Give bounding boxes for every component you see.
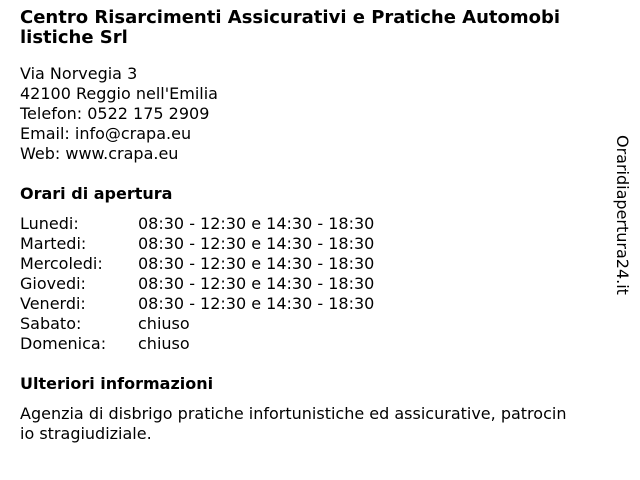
- business-name-line-1: Centro Risarcimenti Assicurativi e Pratiche Automobi: [20, 7, 561, 28]
- day-hours: chiuso: [138, 334, 190, 353]
- contact-block: [20, 64, 218, 164]
- street-address: Via Norvegia 3: [20, 64, 138, 83]
- more-info-line-1: Agenzia di disbrigo pratiche infortunistiche ed assicurative, patrocin: [20, 404, 567, 423]
- day-label: Lunedi:: [20, 214, 79, 233]
- site-watermark: Oraridiapertura24.it: [613, 135, 632, 295]
- day-label: Sabato:: [20, 314, 82, 333]
- day-hours: 08:30 - 12:30 e 14:30 - 18:30: [138, 294, 375, 313]
- day-hours: 08:30 - 12:30 e 14:30 - 18:30: [138, 234, 375, 253]
- phone-number[interactable]: Telefon: 0522 175 2909: [20, 104, 210, 123]
- day-label: Martedi:: [20, 234, 87, 253]
- business-name: [20, 8, 620, 48]
- city-address: 42100 Reggio nell'Emilia: [20, 84, 218, 103]
- website-link[interactable]: Web: www.crapa.eu: [20, 144, 179, 163]
- more-info-text: [20, 404, 620, 444]
- day-hours: 08:30 - 12:30 e 14:30 - 18:30: [138, 214, 375, 233]
- day-label: Giovedi:: [20, 274, 86, 293]
- day-hours: chiuso: [138, 314, 190, 333]
- more-info-line-2: io stragiudiziale.: [20, 424, 152, 443]
- business-name-line-2: listiche Srl: [20, 27, 128, 48]
- day-hours: 08:30 - 12:30 e 14:30 - 18:30: [138, 274, 375, 293]
- opening-hours-heading: Orari di apertura: [20, 184, 173, 203]
- email-address[interactable]: Email: info@crapa.eu: [20, 124, 192, 143]
- day-hours: 08:30 - 12:30 e 14:30 - 18:30: [138, 254, 375, 273]
- day-label: Domenica:: [20, 334, 107, 353]
- day-label: Mercoledi:: [20, 254, 103, 273]
- day-label: Venerdi:: [20, 294, 86, 313]
- more-info-heading: Ulteriori informazioni: [20, 374, 214, 393]
